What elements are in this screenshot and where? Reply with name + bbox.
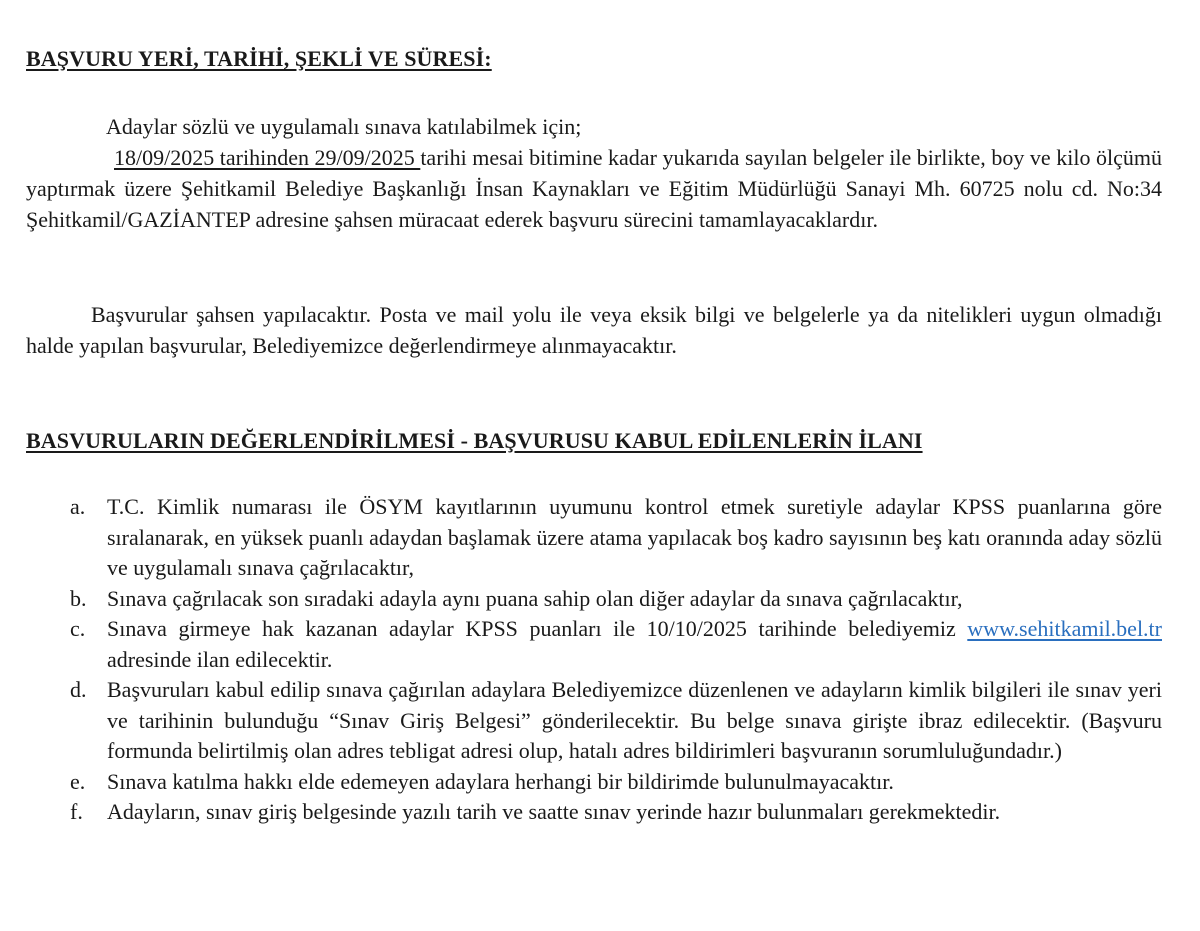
list-item: [26, 614, 1162, 675]
list-marker: a.: [70, 494, 86, 519]
list-item-text: Sınava girmeye hak kazanan adaylar KPSS puanları ile 10/10/2025 tarihinde belediyemiz: [107, 616, 968, 641]
list-marker: c.: [70, 616, 86, 641]
list-marker: f.: [70, 799, 83, 824]
list-item: [26, 675, 1162, 767]
evaluation-list: [26, 492, 1162, 828]
list-item: [26, 492, 1162, 584]
list-marker: e.: [70, 768, 86, 794]
section-heading-application: BAŞVURU YERİ, TARİHİ, ŞEKLİ VE SÜRESİ:: [26, 46, 492, 71]
municipality-website-link[interactable]: www.sehitkamil.bel.tr: [967, 616, 1162, 641]
list-item-text: T.C. Kimlik numarası ile ÖSYM kayıtlarının uyumunu kontrol etmek suretiyle adaylar KPSS puanlarına göre sıralanarak, en yüksek puanlı adaydan başlamak üzere atama yapılacak boş kadro sayısının beş katı oranında aday sözlü ve uygulamalı sınava çağrılacaktır,: [107, 494, 1163, 580]
list-item-text-after: adresinde ilan edilecektir.: [107, 646, 333, 672]
application-body-text: tarihi mesai bitimine kadar yukarıda sayılan belgeler ile birlikte, boy ve kilo ölçümü yaptırmak üzere Şehitkamil Belediye Başkanlığı İnsan Kaynakları ve Eğitim Müdürlüğü Sanayi Mh. 60725 nolu cd. No:34 Şehitkamil/GAZİANTEP adresine şahsen müracaat ederek başvuru sürecini tamamlayacaklardır.: [26, 145, 1162, 232]
list-marker: b.: [70, 585, 87, 611]
section-heading-evaluation: BASVURULARIN DEĞERLENDİRİLMESİ - BAŞVURUSU KABUL EDİLENLERİN İLANI: [26, 428, 923, 453]
list-item: [26, 767, 1162, 798]
list-item-text: Sınava çağrılacak son sıradaki adayla aynı puana sahip olan diğer adaylar da sınava çağrılacaktır,: [107, 585, 963, 611]
list-item-text: Sınava katılma hakkı elde edemeyen adaylara herhangi bir bildirimde bulunulmayacaktır.: [107, 768, 894, 794]
list-item: [26, 584, 1162, 615]
application-paragraph: [26, 142, 1162, 235]
list-item: [26, 797, 1162, 828]
list-item-text: Adayların, sınav giriş belgesinde yazılı tarih ve saatte sınav yerinde hazır bulunmaları gerekmektedir.: [107, 799, 1001, 824]
list-marker: d.: [70, 677, 87, 702]
list-item-text: Başvuruları kabul edilip sınava çağırılan adaylara Belediyemizce düzenlenen ve adayların kimlik bilgileri ile sınav yeri ve tarihinin bulunduğu “Sınav Giriş Belgesi” gönderilecektir. Bu belge sınava girişte ibraz edilecektir. (Başvuru formunda belirtilmiş olan adres tebligat adresi olup, hatalı adres bildirimleri başvuranın sorumluluğundadır.): [107, 677, 1162, 763]
application-note-paragraph: Başvurular şahsen yapılacaktır. Posta ve mail yolu ile veya eksik bilgi ve belgelerle ya da nitelikleri uygun olmadığı halde yapılan başvurular, Belediyemizce değerlendirmeye alınmayacaktır.: [26, 302, 1162, 358]
application-date-range: 18/09/2025 tarihinden 29/09/2025: [114, 145, 421, 170]
intro-paragraph: Adaylar sözlü ve uygulamalı sınava katılabilmek için;: [106, 114, 582, 139]
